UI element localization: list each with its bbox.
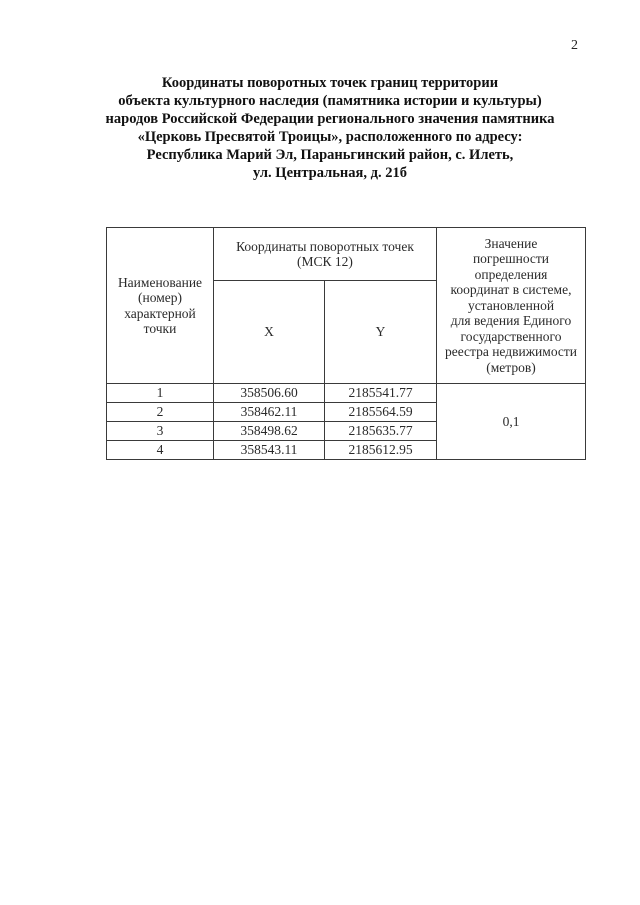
- heading-line: Республика Марий Эл, Параньгинский район, с. Илеть,: [146, 147, 514, 163]
- cell-accuracy-value: 0,1: [437, 384, 586, 460]
- cell-point: 3: [107, 422, 214, 441]
- cell-x: 358462.11: [214, 403, 325, 422]
- header-point-name: Наименование (номер) характерной точки: [107, 228, 214, 384]
- coordinates-table: [106, 227, 586, 460]
- header-y: Y: [325, 281, 437, 384]
- cell-x: 358543.11: [214, 441, 325, 460]
- cell-point: 2: [107, 403, 214, 422]
- heading-line: народов Российской Федерации регионального значения памятника: [105, 111, 555, 127]
- heading-line: «Церковь Пресвятой Троицы», расположенного по адресу:: [137, 129, 523, 145]
- header-accuracy: Значение погрешности определения координат в системе, установленной для ведения Единого государственного реестра недвижимости (метров): [437, 228, 586, 384]
- cell-point: 4: [107, 441, 214, 460]
- header-coordinates: Координаты поворотных точек (МСК 12): [214, 228, 437, 281]
- cell-y: 2185541.77: [325, 384, 437, 403]
- cell-x: 358498.62: [214, 422, 325, 441]
- cell-y: 2185564.59: [325, 403, 437, 422]
- cell-point: 1: [107, 384, 214, 403]
- page-number: 2: [571, 38, 578, 53]
- cell-x: 358506.60: [214, 384, 325, 403]
- document-heading: [60, 74, 600, 182]
- header-x: X: [214, 281, 325, 384]
- heading-line: Координаты поворотных точек границ территории: [161, 75, 499, 91]
- heading-line: объекта культурного наследия (памятника истории и культуры): [118, 93, 542, 109]
- cell-y: 2185635.77: [325, 422, 437, 441]
- table-row: [107, 384, 586, 403]
- cell-y: 2185612.95: [325, 441, 437, 460]
- heading-line: ул. Центральная, д. 21б: [253, 165, 407, 181]
